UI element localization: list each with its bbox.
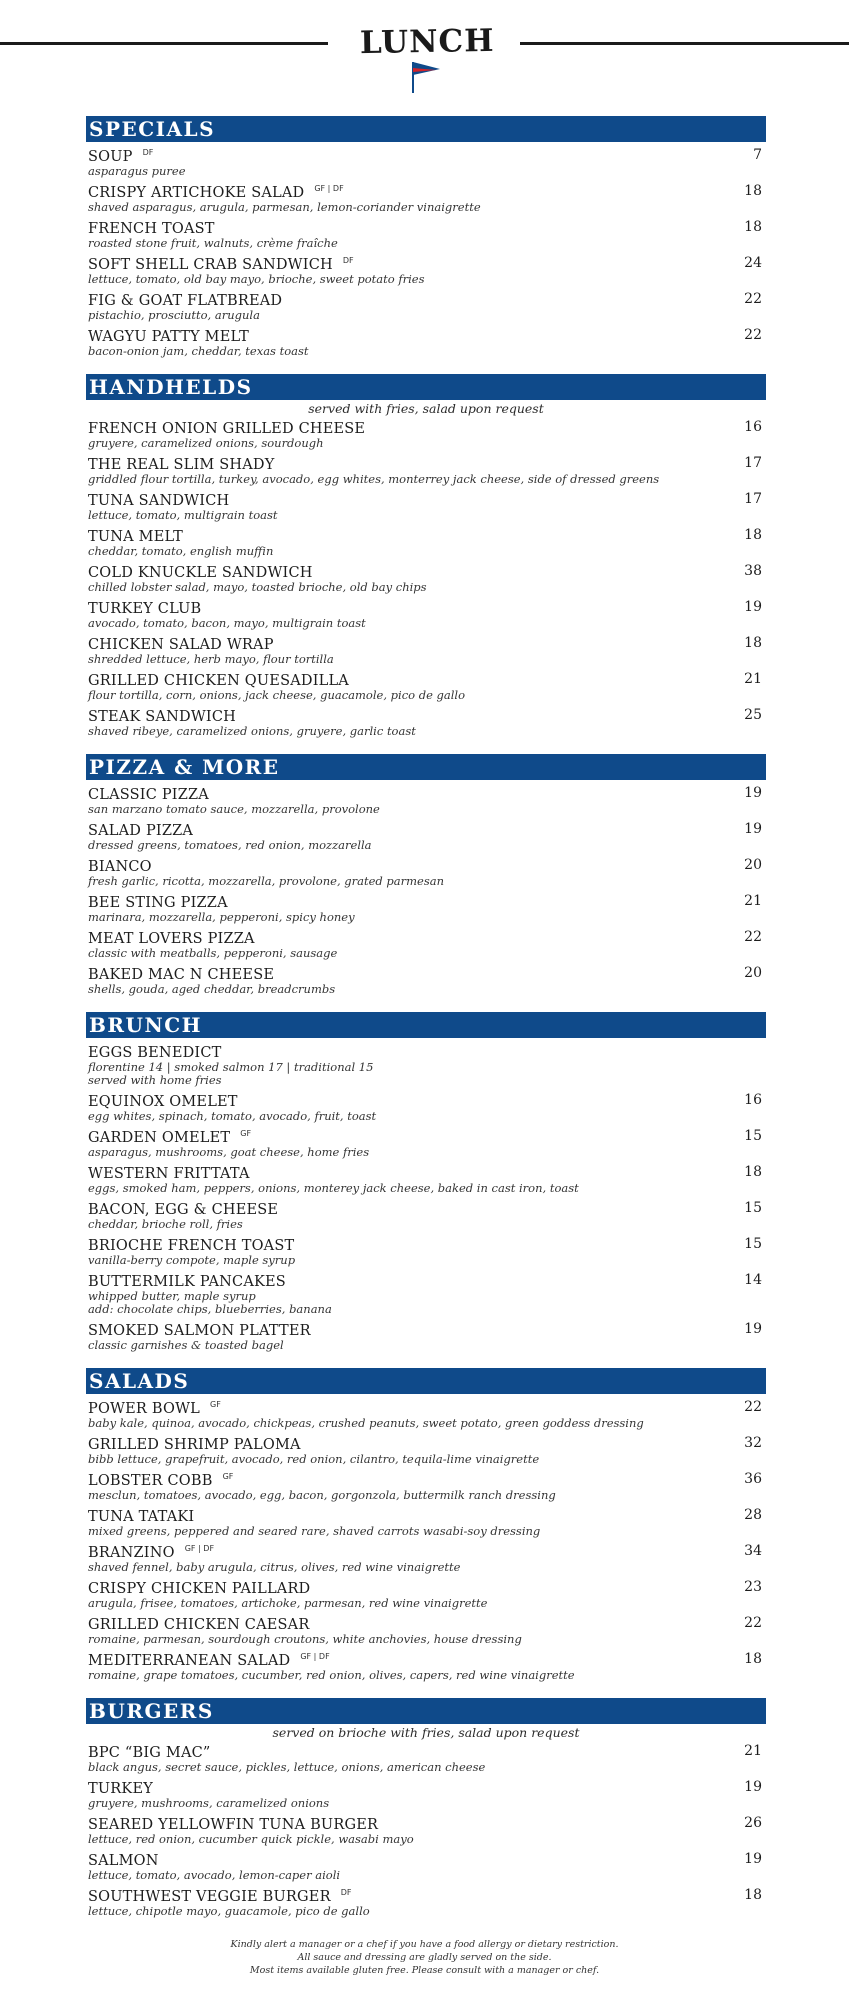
menu-item-name: BPC “BIG MAC” [88,1745,211,1761]
menu-item-price: 18 [744,1164,762,1180]
menu-item-price: 36 [744,1471,762,1487]
footer-line: Most items available gluten free. Please consult with a manager or chef. [249,1965,600,1976]
menu-section-burgers [86,1698,766,1918]
menu-item-description-extra: add: chocolate chips, blueberries, banana [88,1302,332,1316]
menu-item [86,1778,766,1810]
menu-item [86,1434,766,1466]
section-header: PIZZA & MORE [86,754,766,780]
menu-item [86,1506,766,1538]
menu-item-name: WAGYU PATTY MELT [88,329,250,345]
menu-item-description: egg whites, spinach, tomato, avocado, fruit, toast [88,1109,377,1123]
menu-item-price: 28 [744,1507,762,1523]
menu-item-description: dressed greens, tomatoes, red onion, mozzarella [88,838,372,852]
menu-item-title-line [88,146,746,165]
menu-item-description: romaine, grape tomatoes, cucumber, red onion, olives, capers, red wine vinaigrette [88,1668,575,1682]
menu-item-price: 17 [744,491,762,507]
menu-item [86,290,766,322]
menu-item-title-line [88,1614,746,1633]
menu-item-description: mesclun, tomatoes, avocado, egg, bacon, gorgonzola, buttermilk ranch dressing [88,1488,556,1502]
menu-item-price: 38 [744,563,762,579]
menu-item-name: STEAK SANDWICH [88,709,236,725]
menu-item-description: arugula, frisee, tomatoes, artichoke, parmesan, red wine vinaigrette [88,1596,488,1610]
menu-item-name: TUNA SANDWICH [88,493,230,509]
menu-item-title-line [88,892,746,911]
menu-item-title-line [88,1578,746,1597]
menu-item-name: SOFT SHELL CRAB SANDWICH [88,257,333,273]
menu-item-price: 18 [744,1651,762,1667]
menu-item-description: pistachio, prosciutto, arugula [88,308,260,322]
dietary-tag: DF [340,1887,352,1897]
menu-item-title-line [88,1235,746,1254]
menu-item-description: eggs, smoked ham, peppers, onions, monterey jack cheese, baked in cast iron, toast [88,1181,579,1195]
menu-item-title-line [88,1506,746,1525]
footer-line: Kindly alert a manager or a chef if you have a food allergy or dietary restriction. [230,1939,619,1950]
menu-item [86,1886,766,1918]
menu-item [86,706,766,738]
menu-item-description: whipped butter, maple syrup [88,1289,256,1303]
menu-item-price: 24 [744,255,762,271]
menu-item [86,1742,766,1774]
footer-notes [0,1938,849,1977]
menu-item-description: asparagus puree [88,164,186,178]
menu-item-description: avocado, tomato, bacon, mayo, multigrain toast [88,616,366,630]
menu-item-description: san marzano tomato sauce, mozzarella, provolone [88,802,380,816]
menu-section-handhelds [86,374,766,738]
menu-item-title-line [88,784,746,803]
menu-item-title-line [88,670,746,689]
menu-item-title-line [88,418,746,437]
menu-item [86,146,766,178]
section-header: BRUNCH [86,1012,766,1038]
menu-item-description: classic with meatballs, pepperoni, sausage [88,946,338,960]
menu-item-name: TUNA TATAKI [88,1509,195,1525]
menu-item-title-line [88,1434,746,1453]
menu-item-title-line [88,1850,746,1869]
dietary-tag: GF [222,1471,234,1481]
menu-item [86,1614,766,1646]
menu-item-description: shredded lettuce, herb mayo, flour tortilla [88,652,334,666]
menu-item-name: SALAD PIZZA [88,823,194,839]
menu-item-price: 20 [744,857,762,873]
menu-item-price: 19 [744,1779,762,1795]
menu-item-description: baby kale, quinoa, avocado, chickpeas, crushed peanuts, sweet potato, green goddess dressing [88,1416,644,1430]
menu-item [86,418,766,450]
menu-item [86,784,766,816]
menu-item-description: fresh garlic, ricotta, mozzarella, provolone, grated parmesan [88,874,445,888]
menu-item-name: GRILLED SHRIMP PALOMA [88,1437,301,1453]
menu-item-title-line [88,1814,746,1833]
menu-item-title-line [88,856,746,875]
menu-item-title-line [88,1091,746,1110]
menu-item-price: 22 [744,1615,762,1631]
menu-item-description: asparagus, mushrooms, goat cheese, home fries [88,1145,370,1159]
lunch-logo [359,16,495,92]
menu-item-description: shaved fennel, baby arugula, citrus, olives, red wine vinaigrette [88,1560,461,1574]
menu-item [86,182,766,214]
menu-section-specials [86,116,766,358]
menu-item-description: bibb lettuce, grapefruit, avocado, red onion, cilantro, tequila-lime vinaigrette [88,1452,540,1466]
menu-item-description: griddled flour tortilla, turkey, avocado, egg whites, monterrey jack cheese, side of dressed greens [88,472,660,486]
menu-item-price: 20 [744,965,762,981]
menu-item-price: 15 [744,1128,762,1144]
menu-item-price: 25 [744,707,762,723]
menu-item-title-line [88,1127,746,1146]
menu-item-price: 22 [744,929,762,945]
menu-item-title-line [88,634,746,653]
menu-item-title-line [88,1886,746,1905]
menu-body [86,116,766,1934]
menu-item-title-line [88,326,746,345]
menu-item [86,598,766,630]
menu-item [86,1042,766,1087]
menu-item [86,490,766,522]
menu-item-price: 19 [744,821,762,837]
menu-item-name: GRILLED CHICKEN QUESADILLA [88,673,349,689]
menu-section-pizza-more [86,754,766,996]
menu-item-price: 21 [744,671,762,687]
dietary-tag: GF | DF [184,1543,215,1553]
menu-item-title-line [88,1199,746,1218]
menu-item-description: mixed greens, peppered and seared rare, shaved carrots wasabi-soy dressing [88,1524,541,1538]
menu-item-name: CLASSIC PIZZA [88,787,209,803]
menu-item-price: 23 [744,1579,762,1595]
menu-item-price: 14 [744,1272,762,1288]
menu-item-name: BRANZINO [88,1545,175,1561]
section-note: served with fries, salad upon request [308,401,544,416]
menu-item [86,1091,766,1123]
menu-item [86,1470,766,1502]
section-note: served on brioche with fries, salad upon request [272,1725,580,1740]
menu-item-title-line [88,490,746,509]
menu-item [86,1163,766,1195]
menu-item-title-line [88,820,746,839]
menu-item-name: BIANCO [88,859,152,875]
menu-item-name: SEARED YELLOWFIN TUNA BURGER [88,1817,379,1833]
menu-item-description: shaved asparagus, arugula, parmesan, lemon-coriander vinaigrette [88,200,481,214]
menu-item-price: 32 [744,1435,762,1451]
menu-item-price: 34 [744,1543,762,1559]
menu-item-name: EGGS BENEDICT [88,1045,222,1061]
menu-item-title-line [88,254,746,273]
menu-item [86,326,766,358]
menu-item-title-line [88,218,746,237]
menu-item [86,1235,766,1267]
menu-item-name: FRENCH ONION GRILLED CHEESE [88,421,366,437]
menu-item-title-line [88,1163,746,1182]
section-header: SPECIALS [86,116,766,142]
menu-item-price: 18 [744,219,762,235]
menu-item [86,1814,766,1846]
menu-item-price: 21 [744,1743,762,1759]
menu-item-name: POWER BOWL [88,1401,201,1417]
menu-item-name: TURKEY CLUB [88,601,202,617]
menu-item-price: 22 [744,327,762,343]
menu-item [86,634,766,666]
menu-item [86,670,766,702]
menu-item-description: shells, gouda, aged cheddar, breadcrumbs [88,982,336,996]
menu-item-description: gruyere, mushrooms, caramelized onions [88,1796,330,1810]
menu-item-price: 19 [744,599,762,615]
dietary-tag: GF | DF [314,183,344,193]
menu-item-name: SMOKED SALMON PLATTER [88,1323,311,1339]
menu-item-description: romaine, parmesan, sourdough croutons, white anchovies, house dressing [88,1632,522,1646]
menu-item [86,1271,766,1316]
menu-item-name: SOUTHWEST VEGGIE BURGER [88,1889,331,1905]
dietary-tag: DF [342,255,354,265]
menu-item-name: GARDEN OMELET [88,1130,231,1146]
menu-section-brunch [86,1012,766,1352]
menu-item-price: 17 [744,455,762,471]
footer-line: All sauce and dressing are gladly served on the side. [297,1952,552,1963]
menu-item-description: lettuce, chipotle mayo, guacamole, pico de gallo [88,1904,370,1918]
dietary-tag: GF [240,1128,252,1138]
menu-item-price: 22 [744,1399,762,1415]
menu-item [86,820,766,852]
menu-item-price: 16 [744,419,762,435]
menu-item-name: SOUP [88,149,133,165]
menu-item [86,526,766,558]
menu-section-salads [86,1368,766,1682]
menu-item-price: 18 [744,183,762,199]
menu-item-description: shaved ribeye, caramelized onions, gruyere, garlic toast [88,724,416,738]
menu-item [86,1650,766,1682]
menu-item-name: BRIOCHE FRENCH TOAST [88,1238,295,1254]
menu-item-title-line [88,454,746,473]
menu-item-name: BEE STING PIZZA [88,895,228,911]
menu-item-title-line [88,526,746,545]
menu-item-title-line [88,928,746,947]
section-header: BURGERS [86,1698,766,1724]
menu-item-title-line [88,1542,746,1561]
menu-item [86,856,766,888]
menu-item-name: FIG & GOAT FLATBREAD [88,293,283,309]
menu-item-description: cheddar, tomato, english muffin [88,544,274,558]
section-header: HANDHELDS [86,374,766,400]
menu-item-name: BAKED MAC N CHEESE [88,967,275,983]
menu-item-description-extra: served with home fries [88,1073,222,1087]
pennant-flag-icon [410,60,444,94]
menu-item-name: MEDITERRANEAN SALAD [88,1653,291,1669]
header-rule-left [0,42,328,45]
menu-item-name: MEAT LOVERS PIZZA [88,931,255,947]
menu-item [86,1578,766,1610]
menu-item-name: FRENCH TOAST [88,221,215,237]
menu-item-description: lettuce, tomato, old bay mayo, brioche, sweet potato fries [88,272,425,286]
menu-item-price: 19 [744,785,762,801]
menu-item-name: TURKEY [88,1781,153,1797]
menu-item-price: 19 [744,1321,762,1337]
menu-item-price: 18 [744,1887,762,1903]
menu-item-name: BUTTERMILK PANCAKES [88,1274,286,1290]
menu-item-name: CHICKEN SALAD WRAP [88,637,274,653]
menu-item-description: black angus, secret sauce, pickles, lettuce, onions, american cheese [88,1760,486,1774]
menu-item [86,1850,766,1882]
menu-item [86,928,766,960]
menu-item-description: lettuce, red onion, cucumber quick pickle, wasabi mayo [88,1832,414,1846]
menu-item-description: florentine 14 | smoked salmon 17 | traditional 15 [88,1060,374,1074]
menu-item-title-line [88,1398,746,1417]
menu-item-description: gruyere, caramelized onions, sourdough [88,436,324,450]
dietary-tag: GF | DF [300,1651,330,1661]
menu-item-price: 16 [744,1092,762,1108]
menu-item [86,218,766,250]
dietary-tag: DF [142,147,154,157]
page-title: LUNCH [359,22,495,62]
menu-item-price: 15 [744,1200,762,1216]
menu-item-description: vanilla-berry compote, maple syrup [88,1253,296,1267]
menu-item-price: 26 [744,1815,762,1831]
menu-item [86,1542,766,1574]
menu-item [86,1320,766,1352]
menu-item-description: chilled lobster salad, mayo, toasted brioche, old bay chips [88,580,427,594]
dietary-tag: GF [210,1399,221,1409]
menu-item-description: classic garnishes & toasted bagel [88,1338,284,1352]
menu-item-description: roasted stone fruit, walnuts, crème fraîche [88,236,338,250]
menu-item-name: SALMON [88,1853,159,1869]
menu-item-name: BACON, EGG & CHEESE [88,1202,279,1218]
menu-item-title-line [88,562,746,581]
menu-item-price: 18 [744,635,762,651]
menu-item-price: 7 [753,147,762,163]
section-header: SALADS [86,1368,766,1394]
menu-item-title-line [88,1470,746,1489]
menu-item-title-line [88,706,746,725]
menu-item-name: CRISPY ARTICHOKE SALAD [88,185,305,201]
menu-item-name: THE REAL SLIM SHADY [88,457,275,473]
menu-item-title-line [88,1320,746,1339]
menu-item [86,562,766,594]
menu-item-title-line [88,1042,746,1061]
menu-item-title-line [88,1778,746,1797]
menu-item-name: WESTERN FRITTATA [88,1166,250,1182]
menu-item-price: 19 [744,1851,762,1867]
menu-item-title-line [88,598,746,617]
menu-item-title-line [88,964,746,983]
menu-item-description: flour tortilla, corn, onions, jack cheese, guacamole, pico de gallo [88,688,466,702]
header-rule-right [520,42,849,45]
menu-item-title-line [88,290,746,309]
menu-item-name: CRISPY CHICKEN PAILLARD [88,1581,311,1597]
menu-item [86,892,766,924]
menu-item-title-line [88,1742,746,1761]
menu-item-title-line [88,1271,746,1290]
menu-item [86,1127,766,1159]
menu-item-description: lettuce, tomato, avocado, lemon-caper aioli [88,1868,341,1882]
menu-item [86,964,766,996]
menu-item-price: 21 [744,893,762,909]
menu-item-description: marinara, mozzarella, pepperoni, spicy honey [88,910,355,924]
menu-item [86,1199,766,1231]
menu-item-name: LOBSTER COBB [88,1473,213,1489]
menu-item-price: 22 [744,291,762,307]
menu-item-name: TUNA MELT [88,529,184,545]
menu-item-description: cheddar, brioche roll, fries [88,1217,243,1231]
menu-item-description: bacon-onion jam, cheddar, texas toast [88,344,309,358]
menu-item-title-line [88,182,746,201]
menu-item-name: GRILLED CHICKEN CAESAR [88,1617,310,1633]
menu-item-title-line [88,1650,746,1669]
menu-item [86,254,766,286]
menu-item [86,454,766,486]
menu-item-price: 18 [744,527,762,543]
menu-item [86,1398,766,1430]
menu-item-description: lettuce, tomato, multigrain toast [88,508,278,522]
menu-item-name: EQUINOX OMELET [88,1094,238,1110]
menu-item-price: 15 [744,1236,762,1252]
menu-item-name: COLD KNUCKLE SANDWICH [88,565,313,581]
